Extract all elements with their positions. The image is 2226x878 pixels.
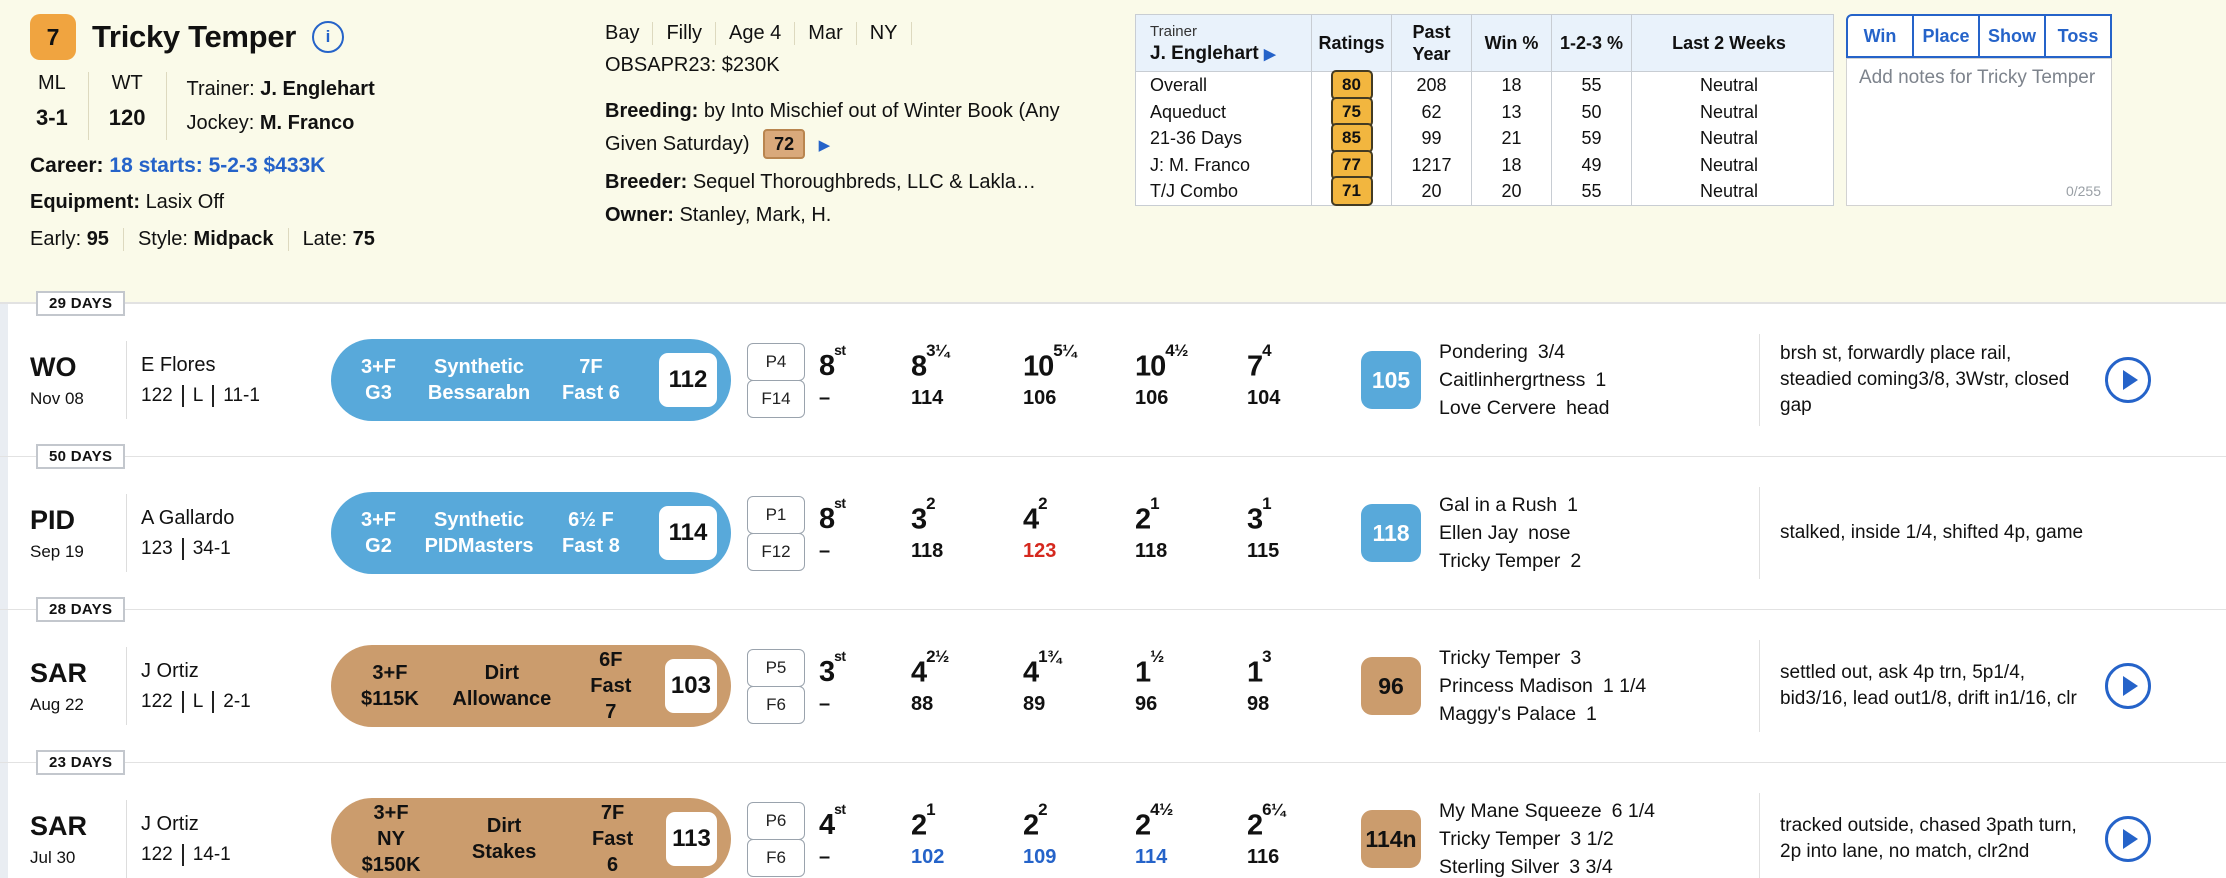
weight-med-odds-line <box>141 691 331 713</box>
col-header-past-year: Past Year <box>1391 15 1471 71</box>
top-finishers-list <box>1439 338 1739 422</box>
finish-call: $3^1$ 115 <box>1247 493 1280 563</box>
stat-past-year: 62 <box>1391 99 1471 126</box>
owner-label: Owner: <box>605 204 674 226</box>
second-call: $4^{1\frac{3}{4}}$ 89 <box>1023 646 1061 716</box>
stretch-call: $10^{4\frac{1}{2}}$ 106 <box>1135 340 1188 410</box>
col-header-ratings: Ratings <box>1311 15 1391 71</box>
top-finishers-list <box>1439 491 1739 575</box>
post-position-box: P5 <box>747 649 805 687</box>
race-weight: 122 <box>141 843 173 865</box>
finisher-3: Maggy's Palace 1 <box>1439 703 1597 725</box>
horse-summary <box>30 14 605 302</box>
bet-button[interactable]: Toss <box>2044 14 2112 58</box>
play-icon <box>2123 370 2138 390</box>
trainer-label: Trainer: <box>186 78 255 100</box>
speed-figure-box: 114n <box>1361 810 1421 868</box>
replay-slot <box>2085 663 2171 709</box>
finisher-1: My Mane Squeeze 6 1/4 <box>1439 800 1655 822</box>
trainer-stats-header-row <box>1136 15 1833 72</box>
stat-row-label: J: M. Franco <box>1150 154 1251 175</box>
stat-last-2-weeks: Neutral <box>1631 125 1826 152</box>
stat-last-2-weeks: Neutral <box>1631 152 1826 179</box>
track-date-block <box>30 352 118 409</box>
surface-race-col: Dirt Stakes <box>471 815 537 863</box>
finisher-2: Princess Madison 1 1/4 <box>1439 675 1647 697</box>
breeding-rating-badge: 72 <box>763 129 805 159</box>
top-finishers-list <box>1439 644 1739 728</box>
race-weight: 122 <box>141 384 173 406</box>
trip-comment: settled out, ask 4p trn, 5p1/4, bid3/16, lead out1/8, drift in1/16, clr <box>1780 662 2077 709</box>
race-row <box>0 295 2226 456</box>
trainer-stats-trainer-name[interactable]: J. Englehart ▶ <box>1150 42 1276 64</box>
jockey-label: Jockey: <box>186 112 255 134</box>
race-odds: 2-1 <box>212 691 259 713</box>
info-icon[interactable]: i <box>312 21 344 53</box>
trainer-header-cell <box>1136 15 1311 71</box>
career-record-link[interactable]: 18 starts: 5-2-3 $433K <box>109 154 326 177</box>
rating-badge: 80 <box>1331 70 1373 100</box>
stat-123-pct: 59 <box>1551 125 1631 152</box>
stat-past-year: 99 <box>1391 125 1471 152</box>
stat-past-year: 208 <box>1391 72 1471 99</box>
running-line <box>819 340 1359 411</box>
bet-button-group <box>1846 14 2112 58</box>
finisher-1: Pondering 3/4 <box>1439 341 1566 363</box>
race-odds: 11-1 <box>212 385 269 407</box>
track-date-block <box>30 811 118 868</box>
morning-line-block <box>30 72 89 140</box>
trip-comment: stalked, inside 1/4, shifted 4p, game <box>1780 522 2084 543</box>
stat-win-pct: 20 <box>1471 178 1551 205</box>
finish-call: $2^{6\frac{1}{4}}$ 116 <box>1247 799 1285 869</box>
race-replay-button[interactable] <box>2105 816 2151 862</box>
race-weight: 122 <box>141 690 173 712</box>
divider <box>1759 334 1760 426</box>
profile-age: Age 4 <box>716 22 795 45</box>
jockey-block <box>141 354 331 407</box>
equipment-value: Lasix Off <box>145 191 225 213</box>
stat-win-pct: 18 <box>1471 152 1551 179</box>
trainer-stats-row <box>1136 125 1833 152</box>
days-since-badge: 50 DAYS <box>36 444 125 469</box>
race-date: Sep 19 <box>30 541 84 561</box>
field-size-box: F6 <box>747 839 805 877</box>
race-conditions-pill <box>331 339 731 421</box>
condition-class-col: 3+F G2 <box>361 509 397 557</box>
trainer-stats-row <box>1136 152 1833 179</box>
trainer-jockey-block <box>167 72 375 140</box>
owner-value: Stanley, Mark, H. <box>679 204 832 226</box>
start-call: 8st – <box>819 342 846 409</box>
early-value: 95 <box>86 228 109 250</box>
start-call: 3st – <box>819 648 846 715</box>
start-call: 4st – <box>819 801 846 868</box>
post-position-box: P1 <box>747 496 805 534</box>
weight-med-odds-line <box>141 844 331 866</box>
finisher-1: Gal in a Rush 1 <box>1439 494 1579 516</box>
stretch-call: $2^1$ 118 <box>1135 493 1168 563</box>
stat-123-pct: 55 <box>1551 72 1631 99</box>
race-row <box>0 754 2226 878</box>
style-value: Midpack <box>193 228 274 250</box>
second-call: $10^{5\frac{1}{4}}$ 106 <box>1023 340 1076 410</box>
start-call: 8st – <box>819 495 846 562</box>
pace-figure-box: 112 <box>659 353 717 407</box>
horse-header <box>0 0 2226 303</box>
race-date: Jul 30 <box>30 847 76 867</box>
race-date: Aug 22 <box>30 694 84 714</box>
stat-last-2-weeks: Neutral <box>1631 178 1826 205</box>
pace-figure-box: 113 <box>666 812 717 866</box>
trainer-stats-row <box>1136 99 1833 126</box>
pace-style-line <box>30 228 605 251</box>
rating-badge: 75 <box>1331 97 1373 127</box>
jockey-block <box>141 813 331 866</box>
career-label: Career: <box>30 154 104 177</box>
condition-class-col: 3+F NY $150K <box>361 802 421 876</box>
profile-line <box>605 22 1135 45</box>
surface-race-col: Synthetic Bessarabn <box>427 356 531 404</box>
profile-color: Bay <box>605 22 653 45</box>
race-odds: 14-1 <box>182 844 240 866</box>
running-line <box>819 646 1359 717</box>
running-line <box>819 799 1359 870</box>
second-call: $2^2$ 109 <box>1023 799 1057 869</box>
race-replay-button[interactable] <box>2105 663 2151 709</box>
race-conditions-pill <box>331 798 731 878</box>
stat-row-label: Overall <box>1150 75 1208 96</box>
track-code: WO <box>30 351 77 382</box>
race-medication: L <box>182 385 213 407</box>
sale-info: OBSAPR23: $230K <box>605 54 780 76</box>
late-value: 75 <box>352 228 375 250</box>
track-code: SAR <box>30 810 88 841</box>
distance-condition-col: 6½ F Fast 8 <box>562 509 620 557</box>
stat-123-pct: 49 <box>1551 152 1631 179</box>
condition-class-col: 3+F $115K <box>361 662 419 710</box>
wager-notes-panel <box>1846 14 2112 302</box>
race-jockey: E Flores <box>141 353 216 376</box>
race-odds: 34-1 <box>182 538 240 560</box>
horse-name: Tricky Temper <box>92 19 297 54</box>
rating-badge: 71 <box>1331 176 1373 206</box>
profile-month: Mar <box>795 22 856 45</box>
race-replay-button[interactable] <box>2105 357 2151 403</box>
trainer-expand-arrow[interactable]: ▶ <box>1264 45 1276 63</box>
notes-box <box>1846 58 2112 206</box>
pace-figure-box: 103 <box>665 659 717 713</box>
days-since-badge: 29 DAYS <box>36 291 125 316</box>
ml-label: ML <box>38 72 66 94</box>
rating-badge: 85 <box>1331 123 1373 153</box>
stat-123-pct: 55 <box>1551 178 1631 205</box>
stat-123-pct: 50 <box>1551 99 1631 126</box>
speed-figure-box: 96 <box>1361 657 1421 715</box>
program-number-badge: 7 <box>30 14 76 60</box>
trainer-stats-row <box>1136 72 1833 99</box>
race-date: Nov 08 <box>30 388 84 408</box>
weight-block <box>89 72 167 140</box>
stat-last-2-weeks: Neutral <box>1631 72 1826 99</box>
jockey-block <box>141 660 331 713</box>
stat-past-year: 1217 <box>1391 152 1471 179</box>
speed-figure-box: 118 <box>1361 504 1421 562</box>
stat-win-pct: 21 <box>1471 125 1551 152</box>
top-finishers-list <box>1439 797 1739 878</box>
divider <box>1759 487 1760 579</box>
col-header-last-2-weeks: Last 2 Weeks <box>1631 15 1826 71</box>
trainer-name: J. Englehart <box>260 78 375 100</box>
race-jockey: J Ortiz <box>141 812 199 835</box>
play-icon <box>2123 676 2138 696</box>
race-conditions-pill <box>331 645 731 727</box>
divider <box>1759 793 1760 878</box>
finisher-1: Tricky Temper 3 <box>1439 647 1582 669</box>
stretch-call: $1^{\frac{1}{2}}$ 96 <box>1135 646 1164 716</box>
finisher-2: Caitlinhergrtness 1 <box>1439 369 1607 391</box>
distance-condition-col: 6F Fast 7 <box>590 649 632 723</box>
stat-win-pct: 13 <box>1471 99 1551 126</box>
stat-last-2-weeks: Neutral <box>1631 99 1826 126</box>
weight-med-odds-line <box>141 385 331 407</box>
divider <box>126 341 127 419</box>
track-code: SAR <box>30 657 88 688</box>
replay-slot <box>2085 816 2171 862</box>
stat-row-label: 21-36 Days <box>1150 128 1243 149</box>
stat-past-year: 20 <box>1391 178 1471 205</box>
notes-input[interactable] <box>1857 65 2105 179</box>
divider <box>1759 640 1760 732</box>
field-size-box: F12 <box>747 533 805 571</box>
first-call: $2^1$ 102 <box>911 799 945 869</box>
wt-label: WT <box>111 72 143 94</box>
style-label: Style: <box>137 228 188 250</box>
profile-state: NY <box>857 22 912 45</box>
post-field-block <box>747 802 805 877</box>
col-header-win-pct: Win % <box>1471 15 1551 71</box>
race-jockey: J Ortiz <box>141 659 199 682</box>
breeder-value: Sequel Thoroughbreds, LLC & Lakla… <box>692 171 1037 193</box>
field-size-box: F14 <box>747 380 805 418</box>
second-call: $4^2$ 123 <box>1023 493 1057 563</box>
profile-sex: Filly <box>653 22 716 45</box>
race-conditions-pill <box>331 492 731 574</box>
first-call: $4^{2\frac{1}{2}}$ 88 <box>911 646 949 716</box>
bet-button[interactable]: Show <box>1978 14 2046 58</box>
finisher-3: Sterling Silver 3 3/4 <box>1439 856 1613 878</box>
finish-call: $1^3$ 98 <box>1247 646 1272 716</box>
stretch-call: $2^{4\frac{1}{2}}$ 114 <box>1135 799 1173 869</box>
race-jockey: A Gallardo <box>141 506 235 529</box>
surface-race-col: Dirt Allowance <box>452 662 552 710</box>
trainer-stats-row <box>1136 178 1833 205</box>
condition-class-col: 3+F G3 <box>361 356 397 404</box>
ml-value: 3-1 <box>36 105 68 130</box>
stat-win-pct: 18 <box>1471 72 1551 99</box>
days-since-badge: 28 DAYS <box>36 597 125 622</box>
track-date-block <box>30 658 118 715</box>
notes-char-counter: 0/255 <box>2065 183 2101 199</box>
jockey-name: M. Franco <box>259 112 355 134</box>
finisher-2: Ellen Jay nose <box>1439 522 1571 544</box>
stat-row-label: Aqueduct <box>1150 101 1227 122</box>
equipment-label: Equipment: <box>30 191 140 213</box>
post-field-block <box>747 496 805 571</box>
finisher-3: Tricky Temper 2 <box>1439 550 1582 572</box>
play-icon <box>2123 829 2138 849</box>
post-position-box: P6 <box>747 802 805 840</box>
divider <box>126 494 127 572</box>
trainer-column-label: Trainer <box>1150 22 1197 40</box>
race-medication: L <box>182 691 213 713</box>
trip-comment: tracked outside, chased 3path turn, 2p into lane, no match, clr2nd <box>1780 815 2077 862</box>
track-code: PID <box>30 504 76 535</box>
breeding-label: Breeding: <box>605 100 699 122</box>
post-field-block <box>747 649 805 724</box>
col-header-123-pct: 1-2-3 % <box>1551 15 1631 71</box>
bet-button[interactable]: Place <box>1912 14 1980 58</box>
weight-med-odds-line <box>141 538 331 560</box>
breeding-value: by Into Mischief out of Winter Book (Any Given Saturday) <box>605 100 1060 155</box>
pace-figure-box: 114 <box>659 506 717 560</box>
horse-profile <box>605 14 1135 302</box>
late-label: Late: <box>302 228 348 250</box>
distance-condition-col: 7F Fast 6 <box>591 802 634 876</box>
finisher-2: Tricky Temper 3 1/2 <box>1439 828 1614 850</box>
bet-button[interactable]: Win <box>1846 14 1914 58</box>
finisher-3: Love Cervere head <box>1439 397 1610 419</box>
post-field-block <box>747 343 805 418</box>
breeding-expand-arrow[interactable]: ▶ <box>818 137 831 154</box>
race-row <box>0 601 2226 762</box>
surface-race-col: Synthetic PIDMasters <box>424 509 534 557</box>
field-size-box: F6 <box>747 686 805 724</box>
distance-condition-col: 7F Fast 6 <box>562 356 620 404</box>
race-weight: 123 <box>141 537 173 559</box>
first-call: $8^{3\frac{1}{4}}$ 114 <box>911 340 949 410</box>
replay-slot <box>2085 357 2171 403</box>
jockey-block <box>141 507 331 560</box>
wt-value: 120 <box>108 105 146 130</box>
days-since-badge: 23 DAYS <box>36 750 125 775</box>
divider <box>126 800 127 878</box>
trainer-stats-table <box>1135 14 1834 206</box>
first-call: $3^2$ 118 <box>911 493 944 563</box>
speed-figure-box: 105 <box>1361 351 1421 409</box>
trip-comment: brsh st, forwardly place rail, steadied coming3/8, 3Wstr, closed gap <box>1780 343 2070 416</box>
race-row <box>0 448 2226 609</box>
running-line <box>819 493 1359 564</box>
track-date-block <box>30 505 118 562</box>
post-position-box: P4 <box>747 343 805 381</box>
stat-row-label: T/J Combo <box>1150 181 1239 202</box>
rating-badge: 77 <box>1331 150 1373 180</box>
breeder-label: Breeder: <box>605 171 688 193</box>
early-label: Early: <box>30 228 82 250</box>
finish-call: $7^4$ 104 <box>1247 340 1281 410</box>
divider <box>126 647 127 725</box>
